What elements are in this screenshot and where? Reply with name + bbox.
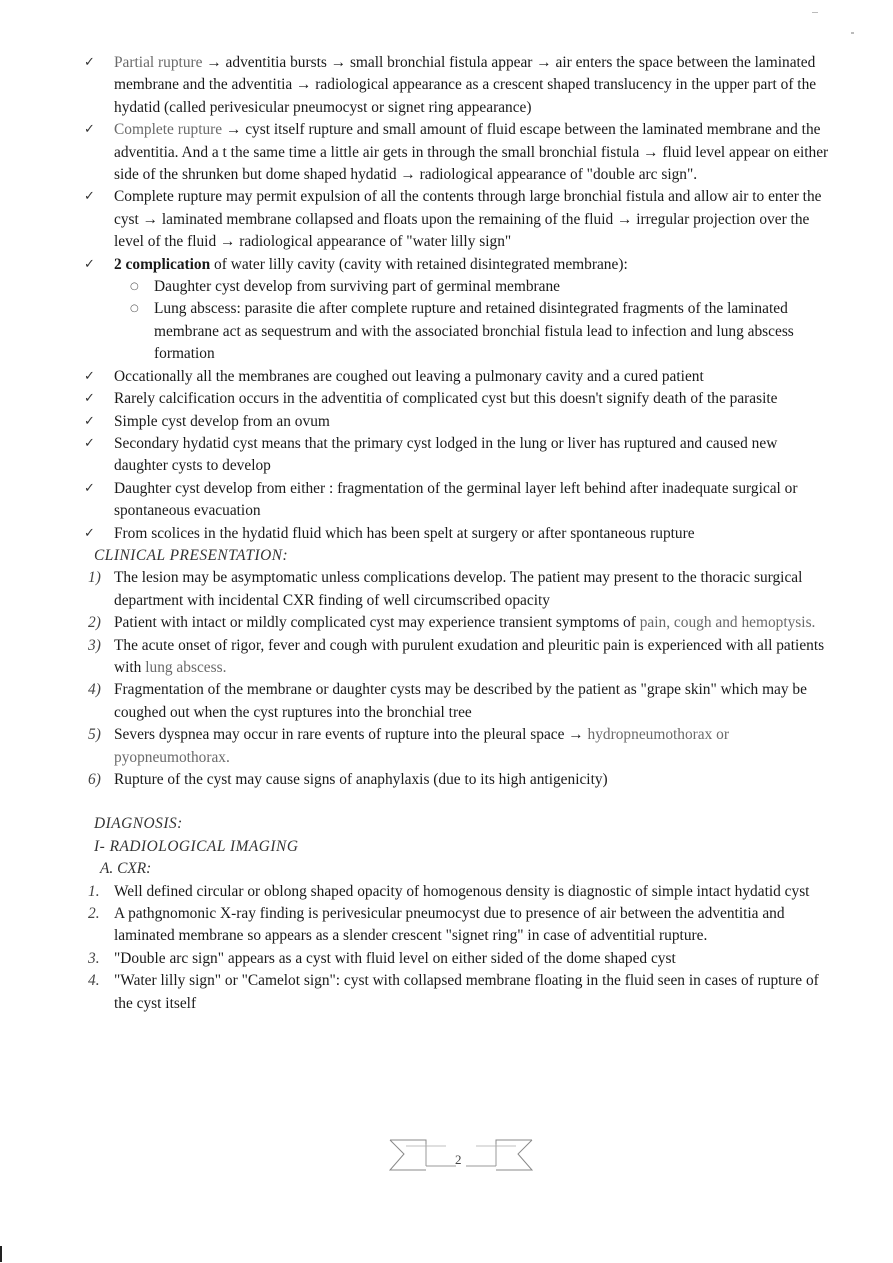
page-content <box>82 52 832 1015</box>
sub-item-text: Lung abscess: parasite die after complete rupture and retained disintegrated fragments of the laminated membrane act as sequestrum and with the associated bronchial fistula lead to infection and lung abscess formation <box>154 300 794 363</box>
check-icon: ✓ <box>84 189 95 205</box>
diagnosis-item <box>82 903 832 948</box>
check-icon: ✓ <box>84 413 95 429</box>
clinical-heading: CLINICAL PRESENTATION: <box>94 546 289 564</box>
bullet-partial-rupture <box>82 52 832 119</box>
bullet-text: Simple cyst develop from an ovum <box>114 412 330 430</box>
bullet-item <box>82 366 832 388</box>
check-icon: ✓ <box>84 525 95 541</box>
item-number: 1) <box>88 569 101 587</box>
item-text: "Water lilly sign" or "Camelot sign": cyst with collapsed membrane floating in the fluid seen in cases of rupture of the cyst itself <box>114 972 819 1012</box>
bullet-item <box>82 523 832 545</box>
sub-item-text: Daughter cyst develop from surviving part of germinal membrane <box>154 278 561 296</box>
bullet-lead: Partial rupture <box>114 54 203 71</box>
clinical-item <box>82 679 832 724</box>
item-number: 2. <box>88 905 100 923</box>
bullet-item <box>82 433 832 478</box>
bullet-expulsion <box>82 186 832 253</box>
sub-item <box>82 276 832 298</box>
check-icon: ✓ <box>84 480 95 496</box>
bullet-text: Occationally all the membranes are coughed out leaving a pulmonary cavity and a cured patient <box>114 367 704 385</box>
item-text: The lesion may be asymptomatic unless complications develop. The patient may present to the thoracic surgical department with incidental CXR finding of well circumscribed opacity <box>114 569 803 609</box>
bullet-text: Rarely calcification occurs in the adventitia of complicated cyst but this doesn't signify death of the parasite <box>114 390 778 408</box>
check-icon: ✓ <box>84 435 95 451</box>
item-text: Well defined circular or oblong shaped opacity of homogenous density is diagnostic of simple intact hydatid cyst <box>114 882 810 900</box>
item-number: 1. <box>88 882 100 900</box>
circle-bullet-icon: ○ <box>130 303 139 315</box>
check-icon: ✓ <box>84 55 95 70</box>
check-icon: ✓ <box>84 256 95 272</box>
clinical-item <box>82 724 832 769</box>
item-number: 2) <box>88 614 101 632</box>
item-faint-text: hydropneumothorax or pyopneumothorax. <box>114 726 729 766</box>
bullet-text: Secondary hydatid cyst means that the primary cyst lodged in the lung or liver has ruptured and caused new daughter cysts to develop <box>114 434 778 475</box>
diagnosis-item <box>82 948 832 970</box>
item-number: 3) <box>88 636 101 654</box>
bullet-complication <box>82 254 832 276</box>
complication-text: of water lilly cavity (cavity with retained disintegrated membrane): <box>210 255 628 273</box>
item-text: "Double arc sign" appears as a cyst with fluid level on either sided of the dome shaped cyst <box>114 949 676 967</box>
bullet-text: From scolices in the hydatid fluid which has been spelt at surgery or after spontaneous rupture <box>114 524 695 542</box>
scan-speck <box>851 32 854 34</box>
item-number: 6) <box>88 771 101 788</box>
item-text: Patient with intact or mildly complicated cyst may experience transient symptoms of <box>114 614 636 632</box>
scan-speck <box>812 12 818 13</box>
bullet-item <box>82 411 832 433</box>
item-number: 4. <box>88 972 100 990</box>
clinical-item <box>82 567 832 612</box>
scan-edge-mark <box>0 1246 2 1262</box>
bullet-text: Complete rupture may permit expulsion of all the contents through large bronchial fistula and allow air to enter the cyst → laminated membrane collapsed and floats upon the remaining of the fluid → irregular projection over the level of the fluid → radiological appearance of "water lilly sign" <box>114 188 822 251</box>
clinical-item <box>82 612 832 634</box>
item-text: Severs dyspnea may occur in rare events of rupture into the pleural space → <box>114 726 584 744</box>
spacer <box>82 791 832 813</box>
diagnosis-item <box>82 881 832 903</box>
item-text: A pathgnomonic X-ray finding is perivesicular pneumocyst due to presence of air between the adventitia and laminated membrane so appears as a slender crescent "signet ring" in case of adventitial rupture. <box>114 905 785 945</box>
diagnosis-heading: DIAGNOSIS: <box>94 815 183 833</box>
sub-item <box>82 298 832 365</box>
bullet-text: → adventitia bursts → small bronchial fistula appear → air enters the space between the laminated membrane and the adventitia → radiological appearance as a crescent shaped translucency in the upper part of the hydatid (called perivesicular pneumocyst or signet ring appearance) <box>114 54 817 116</box>
bullet-text: Daughter cyst develop from either : fragmentation of the germinal layer left behind after inadequate surgical or spontaneous evacuation <box>114 479 798 520</box>
page-number: 2 <box>455 1152 462 1167</box>
clinical-item <box>82 635 832 680</box>
check-icon: ✓ <box>84 391 95 407</box>
item-faint-text: lung abscess. <box>141 658 227 676</box>
bullet-text: → cyst itself rupture and small amount of fluid escape between the laminated membrane and the adventitia. And a t the same time a little air gets in through the small bronchial fistula → fluid level appear on either side of the shrunken but dome shaped hydatid → radiological appearance of "double arc sign". <box>114 121 829 184</box>
bullet-item <box>82 388 832 410</box>
diagnosis-item <box>82 970 832 1015</box>
check-icon: ✓ <box>84 368 95 384</box>
item-faint-text: pain, cough and hemoptysis. <box>635 614 816 632</box>
diagnosis-subheading: I- RADIOLOGICAL IMAGING <box>94 837 299 855</box>
check-icon: ✓ <box>84 122 95 138</box>
bullet-item <box>82 478 832 523</box>
complication-bold: 2 complication <box>114 255 211 273</box>
bullet-lead: Complete rupture <box>114 121 223 139</box>
item-text: Rupture of the cyst may cause signs of anaphylaxis (due to its high antigenicity) <box>114 771 608 788</box>
item-number: 4) <box>88 681 101 699</box>
item-number: 5) <box>88 726 101 744</box>
item-text: The acute onset of rigor, fever and cough with purulent exudation and pleuritic pain is experienced with all patients with <box>114 636 825 676</box>
clinical-item <box>82 769 832 791</box>
item-text: Fragmentation of the membrane or daughter cysts may be described by the patient as "grape skin" which may be coughed out when the cyst ruptures into the bronchial tree <box>114 681 807 721</box>
bullet-complete-rupture <box>82 119 832 186</box>
cxr-heading: A. CXR: <box>100 860 152 878</box>
item-number: 3. <box>88 949 100 967</box>
circle-bullet-icon: ○ <box>130 281 139 293</box>
